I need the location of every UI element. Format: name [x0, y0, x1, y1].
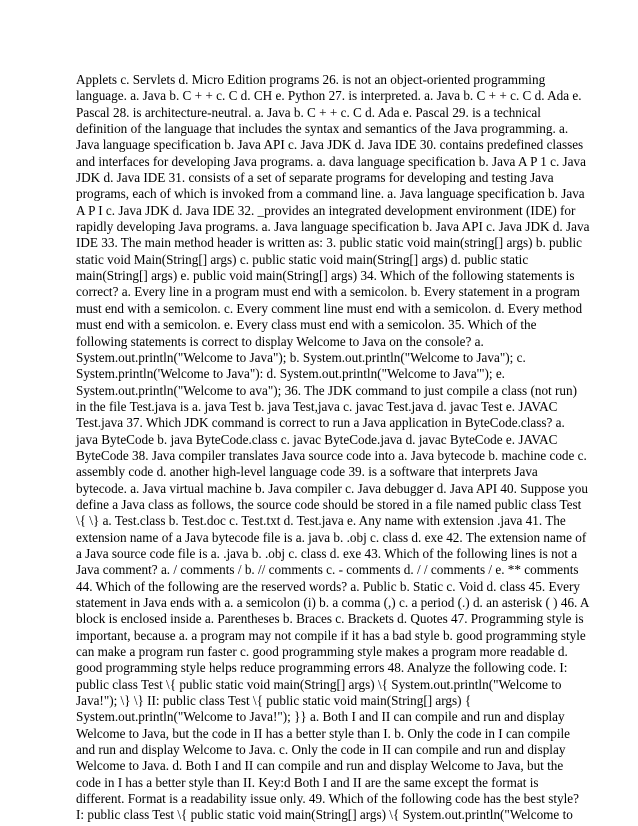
text-line: correct? a. Every line in a program must end with a semicolon. b. Every statement in a program — [76, 284, 580, 300]
text-line: in the file Test.java is a. java Test b. java Test,java c. javac Test.java d. javac Test e. JAVAC — [76, 398, 558, 414]
text-line: block is enclosed inside a. Parentheses b. Braces c. Brackets d. Quotes 47. Programming style is — [76, 611, 584, 627]
text-line: Java language specification b. Java API c. Java JDK d. Java IDE 30. contains predefined classes — [76, 137, 584, 153]
text-line: and run and display Welcome to Java. c. Only the code in II can compile and run and display — [76, 742, 566, 758]
text-line: main(String[] args) e. public void main(String[] args) 34. Which of the following statements is — [76, 268, 575, 284]
text-line: ByteCode 38. Java compiler translates Java source code into a. Java bytecode b. machine code c. — [76, 447, 587, 463]
text-line: programs, each of which is invoked from a command line. a. Java language specification b. Java — [76, 186, 585, 202]
text-line: definition of the language that includes the syntax and semantics of the Java programming. a. — [76, 121, 569, 137]
text-line: JDK d. Java IDE 31. consists of a set of separate programs for developing and testing Java — [76, 170, 554, 186]
text-line: A P I c. Java JDK d. Java IDE 32. _provides an integrated development environment (IDE) for — [76, 202, 576, 218]
text-line: java ByteCode b. java ByteCode.class c. javac ByteCode.java d. javac ByteCode e. JAVAC — [76, 431, 558, 447]
text-line: following statements is correct to display Welcome to Java on the console? a. — [76, 333, 484, 349]
text-line: Test.java 37. Which JDK command is correct to run a Java application in ByteCode.class? a. — [76, 415, 565, 431]
text-line: System.out.println("Welcome to ava"); 36. The JDK command to just compile a class (not run) — [76, 382, 577, 398]
text-line: rapidly developing Java programs. a. Java language specification b. Java API c. Java JDK d. Java — [76, 219, 590, 235]
text-line: Welcome to Java, but the code in II has a better style than I. b. Only the code in I can compile — [76, 725, 571, 741]
text-line: Applets c. Servlets d. Micro Edition programs 26. is not an object-oriented programming — [76, 72, 546, 87]
text-line: IDE 33. The main method header is written as: 3. public static void main(string[] args) b. public — [76, 235, 583, 251]
text-line: statement in Java ends with a. a semicolon (i) b. a comma (,) c. a period (.) d. an asterisk ( ) 46. A — [76, 595, 590, 610]
text-line: 44. Which of the following are the reserved words? a. Public b. Static c. Void d. class 45. Every — [76, 578, 580, 594]
text-line: I: public class Test \{ public static void main(String[] args) \{ System.out.println("Welcome to — [76, 807, 573, 823]
text-line: public class Test \{ public static void main(String[] args) \{ System.out.println("Welcome to — [76, 676, 562, 692]
text-line: Pascal 28. is architecture-neutral. a. Java b. C + + c. C d. Ada e. Pascal 29. is a technical — [76, 104, 541, 120]
text-line: System.println('Welcome to Java"): d. System.out.println("Welcome to Java'"); e. — [76, 366, 505, 382]
text-line: static void Main(String[] args) c. public static void main(String[] args) d. public static — [76, 251, 529, 267]
text-line: must end with a semicolon. c. Every comment line must end with a semicolon. d. Every method — [76, 300, 583, 316]
text-line: define a Java class as follows, the source code should be stored in a file named public class Test — [76, 496, 582, 512]
text-line: language. a. Java b. C + + c. C d. CH e. Python 27. is interpreted. a. Java b. C + + c. C d. Ada e. — [76, 88, 582, 104]
text-line: and interfaces for developing Java programs. a. dava language specification b. Java A P 1 c. Java — [76, 153, 586, 169]
text-line: important, because a. a program may not compile if it has a bad style b. good programming style — [76, 627, 586, 643]
text-line: must end with a semicolon. e. Every class must end with a semicolon. 35. Which of the — [76, 317, 537, 333]
text-line: a Java source code file is a. .java b. .obj c. class d. exe 43. Which of the following lines is not a — [76, 545, 578, 561]
text-line: \{ \} a. Test.class b. Test.doc c. Test.txt d. Test.java e. Any name with extension .java 41. The — [76, 513, 566, 529]
text-line: assembly code d. another high-level language code 39. is a software that interprets Java — [76, 464, 538, 480]
text-line: System.out.println("Welcome to Java!"); }} a. Both I and II can compile and run and display — [76, 709, 565, 725]
text-line: can make a program run faster c. good programming style makes a program more readable d. — [76, 644, 568, 660]
text-line: Java comment? a. / comments / b. // comments c. - comments d. / / comments / e. ** comments — [76, 562, 579, 578]
text-line: bytecode. a. Java virtual machine b. Java compiler c. Java debugger d. Java API 40. Suppose you — [76, 480, 588, 496]
document-body-text — [76, 72, 590, 824]
text-line: good programming style helps reduce programming errors 48. Analyze the following code. I: — [76, 660, 568, 676]
text-line: extension name of a Java bytecode file is a. java b. .obj c. class d. exe 42. The extension name of — [76, 529, 587, 545]
text-line: Java!"); \} \} II: public class Test \{ public static void main(String[] args) { — [76, 693, 472, 709]
text-line: Welcome to Java. d. Both I and II can compile and run and display Welcome to Java, but the — [76, 758, 564, 774]
text-line: System.out.println("Welcome to Java"); b. System.out.println("Welcome to Java"); c. — [76, 349, 526, 365]
text-line: code in I has a better style than II. Key:d Both I and II are the same except the format is — [76, 774, 539, 790]
text-line: different. Format is a readability issue only. 49. Which of the following code has the best style? — [76, 791, 579, 807]
